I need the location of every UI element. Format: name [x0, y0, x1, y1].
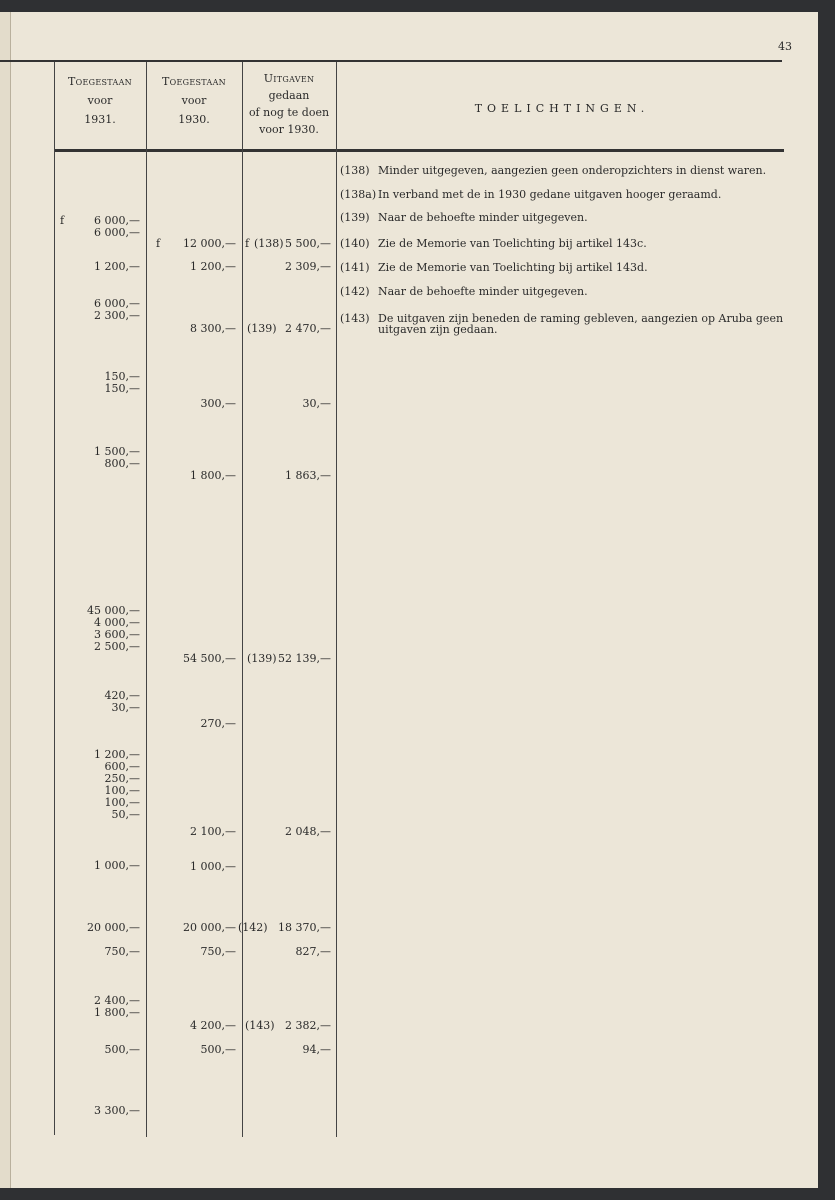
- header-top-rule: [0, 60, 782, 62]
- header-toelichtingen: TOELICHTINGEN.: [474, 102, 650, 115]
- col2-value: 500,—: [200, 1043, 236, 1056]
- col3-value: 52 139,—: [278, 652, 331, 665]
- header-col3: [244, 70, 334, 138]
- col2-right-rule: [242, 62, 243, 1137]
- header-col2-title: Toegestaan: [162, 75, 226, 88]
- note-item: [340, 165, 790, 179]
- col3-value: 2 382,—: [285, 1019, 331, 1032]
- currency-marker: f: [245, 237, 250, 250]
- col3-value: 827,—: [295, 945, 331, 958]
- col3-right-rule: [336, 62, 337, 1137]
- col2-value: 1 200,—: [190, 260, 236, 273]
- col3-value: 18 370,—: [278, 921, 331, 934]
- note-number: (141): [340, 261, 370, 274]
- col3-ref: (138): [254, 237, 284, 250]
- col2-value: 2 100,—: [190, 825, 236, 838]
- currency-marker: f: [60, 214, 65, 227]
- col1-value: 3 600,—: [94, 628, 140, 641]
- col3-value: 2 048,—: [285, 825, 331, 838]
- col1-value: 1 800,—: [94, 1006, 140, 1019]
- col1-value: 800,—: [104, 457, 140, 470]
- header-bottom-rule: [54, 149, 784, 152]
- col1-value: 6 000,—: [94, 297, 140, 310]
- col1-value: 750,—: [104, 945, 140, 958]
- note-number: (138a): [340, 188, 377, 201]
- note-text: Zie de Memorie van Toelichting bij artikel 143c.: [378, 237, 647, 250]
- note-item: [340, 189, 790, 203]
- header-col1-line3: 1931.: [84, 113, 116, 126]
- col2-value: 8 300,—: [190, 322, 236, 335]
- col3-value: 5 500,—: [285, 237, 331, 250]
- col1-value: 500,—: [104, 1043, 140, 1056]
- note-number: (139): [340, 211, 370, 224]
- col2-value: 54 500,—: [183, 652, 236, 665]
- col1-value: 6 000,—: [94, 214, 140, 227]
- col1-value: 2 500,—: [94, 640, 140, 653]
- col1-value: 2 300,—: [94, 309, 140, 322]
- currency-marker: f: [156, 237, 161, 250]
- note-item: [340, 286, 790, 300]
- col2-value: 4 200,—: [190, 1019, 236, 1032]
- note-item: [340, 313, 790, 339]
- note-item: [340, 238, 790, 252]
- note-number: (143): [340, 312, 370, 325]
- col3-ref: (143): [245, 1019, 275, 1032]
- col1-value: 100,—: [104, 784, 140, 797]
- col1-value: 3 300,—: [94, 1104, 140, 1117]
- col2-value: 750,—: [200, 945, 236, 958]
- note-text: In verband met de in 1930 gedane uitgaven hooger geraamd.: [378, 188, 722, 201]
- col1-value: 100,—: [104, 796, 140, 809]
- col3-value: 30,—: [302, 397, 331, 410]
- header-col3-title: Uitgaven: [263, 72, 315, 85]
- col1-value: 30,—: [111, 701, 140, 714]
- col1-value: 50,—: [111, 808, 140, 821]
- header-col2-line2: voor: [181, 94, 207, 107]
- col1-value: 45 000,—: [87, 604, 140, 617]
- col3-ref: (139): [247, 652, 277, 665]
- col1-right-rule: [146, 62, 147, 1137]
- col1-value: 150,—: [104, 370, 140, 383]
- col3-value: 2 470,—: [285, 322, 331, 335]
- col1-value: 1 200,—: [94, 748, 140, 761]
- note-text: Zie de Memorie van Toelichting bij artikel 143d.: [378, 261, 648, 274]
- col3-ref: (139): [247, 322, 277, 335]
- note-item: [340, 212, 790, 226]
- note-number: (142): [340, 285, 370, 298]
- col1-value: 420,—: [104, 689, 140, 702]
- col1-value: 2 400,—: [94, 994, 140, 1007]
- col3-value: 2 309,—: [285, 260, 331, 273]
- col1-left-rule: [54, 62, 55, 1135]
- col1-value: 250,—: [104, 772, 140, 785]
- col1-value: 1 000,—: [94, 859, 140, 872]
- col1-value: 1 500,—: [94, 445, 140, 458]
- note-number: (140): [340, 237, 370, 250]
- note-text: Naar de behoefte minder uitgegeven.: [378, 285, 588, 298]
- col3-value: 94,—: [302, 1043, 331, 1056]
- document-page: [0, 12, 818, 1188]
- note-item: [340, 262, 790, 276]
- note-text: Naar de behoefte minder uitgegeven.: [378, 211, 588, 224]
- col1-value: 1 200,—: [94, 260, 140, 273]
- header-col1-title: Toegestaan: [68, 75, 132, 88]
- col2-value: 20 000,—: [183, 921, 236, 934]
- col2-value: 270,—: [200, 717, 236, 730]
- header-col3-line2: gedaan: [268, 89, 310, 102]
- page-fold: [0, 12, 11, 1188]
- header-col1: [56, 72, 144, 129]
- header-col2-line3: 1930.: [178, 113, 210, 126]
- col1-value: 600,—: [104, 760, 140, 773]
- page-number: 43: [778, 40, 792, 53]
- col3-value: 1 863,—: [285, 469, 331, 482]
- header-col1-line2: voor: [87, 94, 113, 107]
- col2-value: 1 800,—: [190, 469, 236, 482]
- note-text: Minder uitgegeven, aangezien geen onderopzichters in dienst waren.: [378, 164, 767, 177]
- header-col3-line4: voor 1930.: [259, 123, 319, 136]
- header-col3-line3: of nog te doen: [248, 106, 330, 119]
- col1-value: 20 000,—: [87, 921, 140, 934]
- col2-value: 1 000,—: [190, 860, 236, 873]
- col3-ref: (142): [238, 921, 268, 934]
- header-col2: [148, 72, 240, 129]
- col1-value: 4 000,—: [94, 616, 140, 629]
- col2-value: 12 000,—: [183, 237, 236, 250]
- col1-value: 150,—: [104, 382, 140, 395]
- col2-value: 300,—: [200, 397, 236, 410]
- note-number: (138): [340, 164, 370, 177]
- col1-value: 6 000,—: [94, 226, 140, 239]
- note-text: De uitgaven zijn beneden de raming gebleven, aangezien op Aruba geen uitgaven zijn gedaan.: [378, 312, 784, 336]
